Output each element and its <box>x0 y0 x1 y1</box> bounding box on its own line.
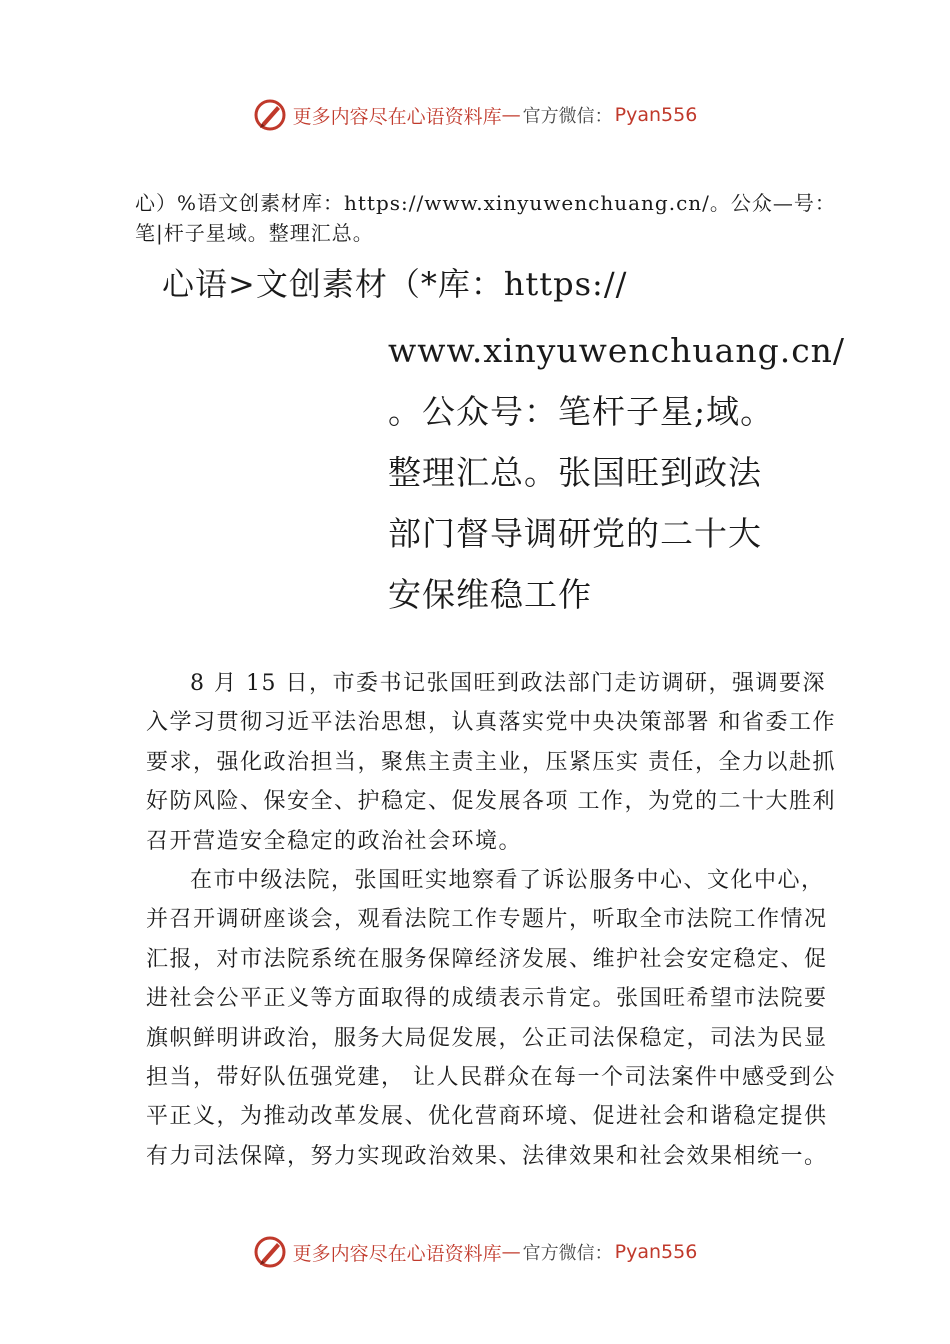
title-line: www.xinyuwenchuang.cn/ <box>388 331 846 370</box>
title-line: 安保维稳工作 <box>388 575 592 614</box>
header-banner <box>0 95 950 135</box>
banner-site-text: 更多内容尽在心语资料库 <box>292 105 502 128</box>
title-line-1: 心语>文创素材（*库：https:// <box>162 265 628 303</box>
body-paragraph: 在市中级法院，张国旺实地察看了诉讼服务中心、文化中心，并召开调研座谈会，观看法院工作专题片，听取全市法院工作情况汇报，对市法院系统在服务保障经济发展、维护社会安定稳定、促进社会公平正义等方面取得的成绩表示肯定。张国旺希望市法院要旗帜鲜明讲政治，服务大局促发展，公正司法保稳定，司法为民显担当，带好队伍强党建， 让人民群众在每一个司法案件中感受到公平正义，为推动改革发展、优化营商环境、促进社会和谐稳定提供有力司法保障，努力实现政治效果、法律效果和社会效果相统一。 <box>146 868 836 1169</box>
body-paragraph: 8 月 15 日，市委书记张国旺到政法部门走访调研，强调要深入学习贯彻习近平法治思想，认真落实党中央决策部署 和省委工作要求，强化政治担当，聚焦主责主业，压紧压实 责任，全力以赴抓好防风险、保安全、护稳定、促发展各项 工作，为党的二十大胜利召开营造安全稳定的政治社会环境。 <box>146 671 836 854</box>
banner-wechat-id: Pyan556 <box>614 104 698 126</box>
banner-wechat-label: 官方微信： <box>522 106 613 127</box>
pen-circle-logo-icon <box>253 1235 287 1269</box>
footer-banner <box>0 1232 950 1272</box>
banner-wechat-id: Pyan556 <box>614 1241 698 1263</box>
pen-circle-logo-icon <box>253 98 287 132</box>
banner-dash: — <box>501 1241 521 1263</box>
source-note: 心）%语文创素材库：https://www.xinyuwenchuang.cn/。公众—号：笔|杆子星域。整理汇总。 <box>135 191 836 245</box>
banner-site-text: 更多内容尽在心语资料库 <box>292 1242 502 1265</box>
title-line: 整理汇总。张国旺到政法 <box>388 453 762 492</box>
page-title <box>388 320 846 625</box>
banner-dash: — <box>501 104 521 126</box>
title-line: 部门督导调研党的二十大 <box>388 514 762 553</box>
article-body <box>146 664 836 1176</box>
title-line: 。公众号：笔杆子星;域。 <box>388 392 775 431</box>
banner-wechat-label: 官方微信： <box>522 1243 613 1264</box>
